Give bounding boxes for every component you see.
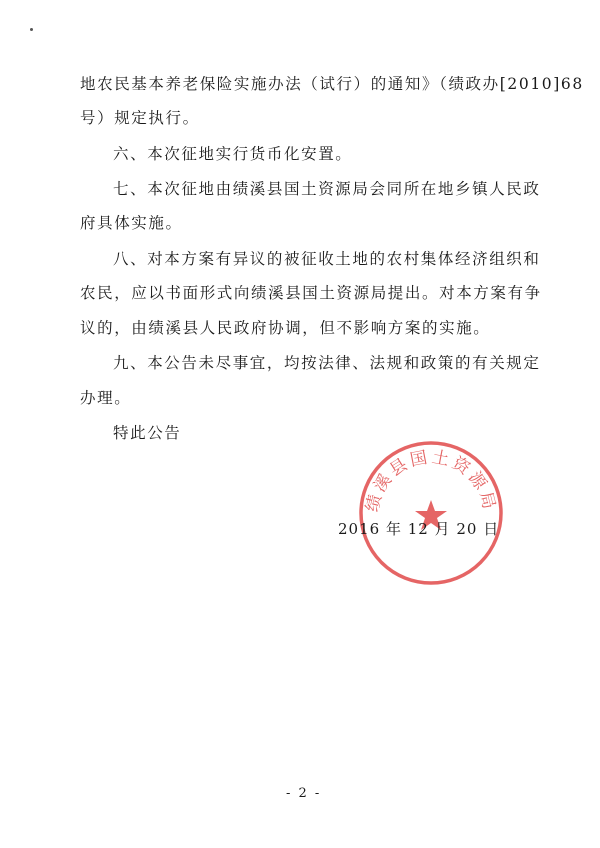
scan-speck <box>30 28 33 31</box>
clause-8-line-2: 农民，应以书面形式向绩溪县国土资源局提出。对本方案有争 <box>80 284 542 302</box>
clause-7-line-1: 七、本次征地由绩溪县国土资源局会同所在地乡镇人民政 <box>113 180 541 198</box>
clause-7-line-2: 府具体实施。 <box>80 214 183 232</box>
closing-phrase: 特此公告 <box>113 424 182 442</box>
official-seal-icon <box>356 438 506 588</box>
clause-9-line-1: 九、本公告未尽事宜，均按法律、法规和政策的有关规定 <box>113 354 541 372</box>
body-line-2: 号）规定执行。 <box>80 109 200 127</box>
clause-8-line-3: 议的，由绩溪县人民政府协调，但不影响方案的实施。 <box>80 319 491 337</box>
clause-9-line-2: 办理。 <box>80 389 132 407</box>
clause-6: 六、本次征地实行货币化安置。 <box>113 145 353 163</box>
issue-date: 2016 年 12 月 20 日 <box>338 520 500 538</box>
svg-text:绩溪县国土资源局: 绩溪县国土资源局 <box>362 447 500 514</box>
body-line-1: 地农民基本养老保险实施办法（试行）的通知》（绩政办[2010]68 <box>80 75 584 93</box>
clause-8-line-1: 八、对本方案有异议的被征收土地的农村集体经济组织和 <box>113 250 541 268</box>
page-number: - 2 - <box>286 786 322 801</box>
